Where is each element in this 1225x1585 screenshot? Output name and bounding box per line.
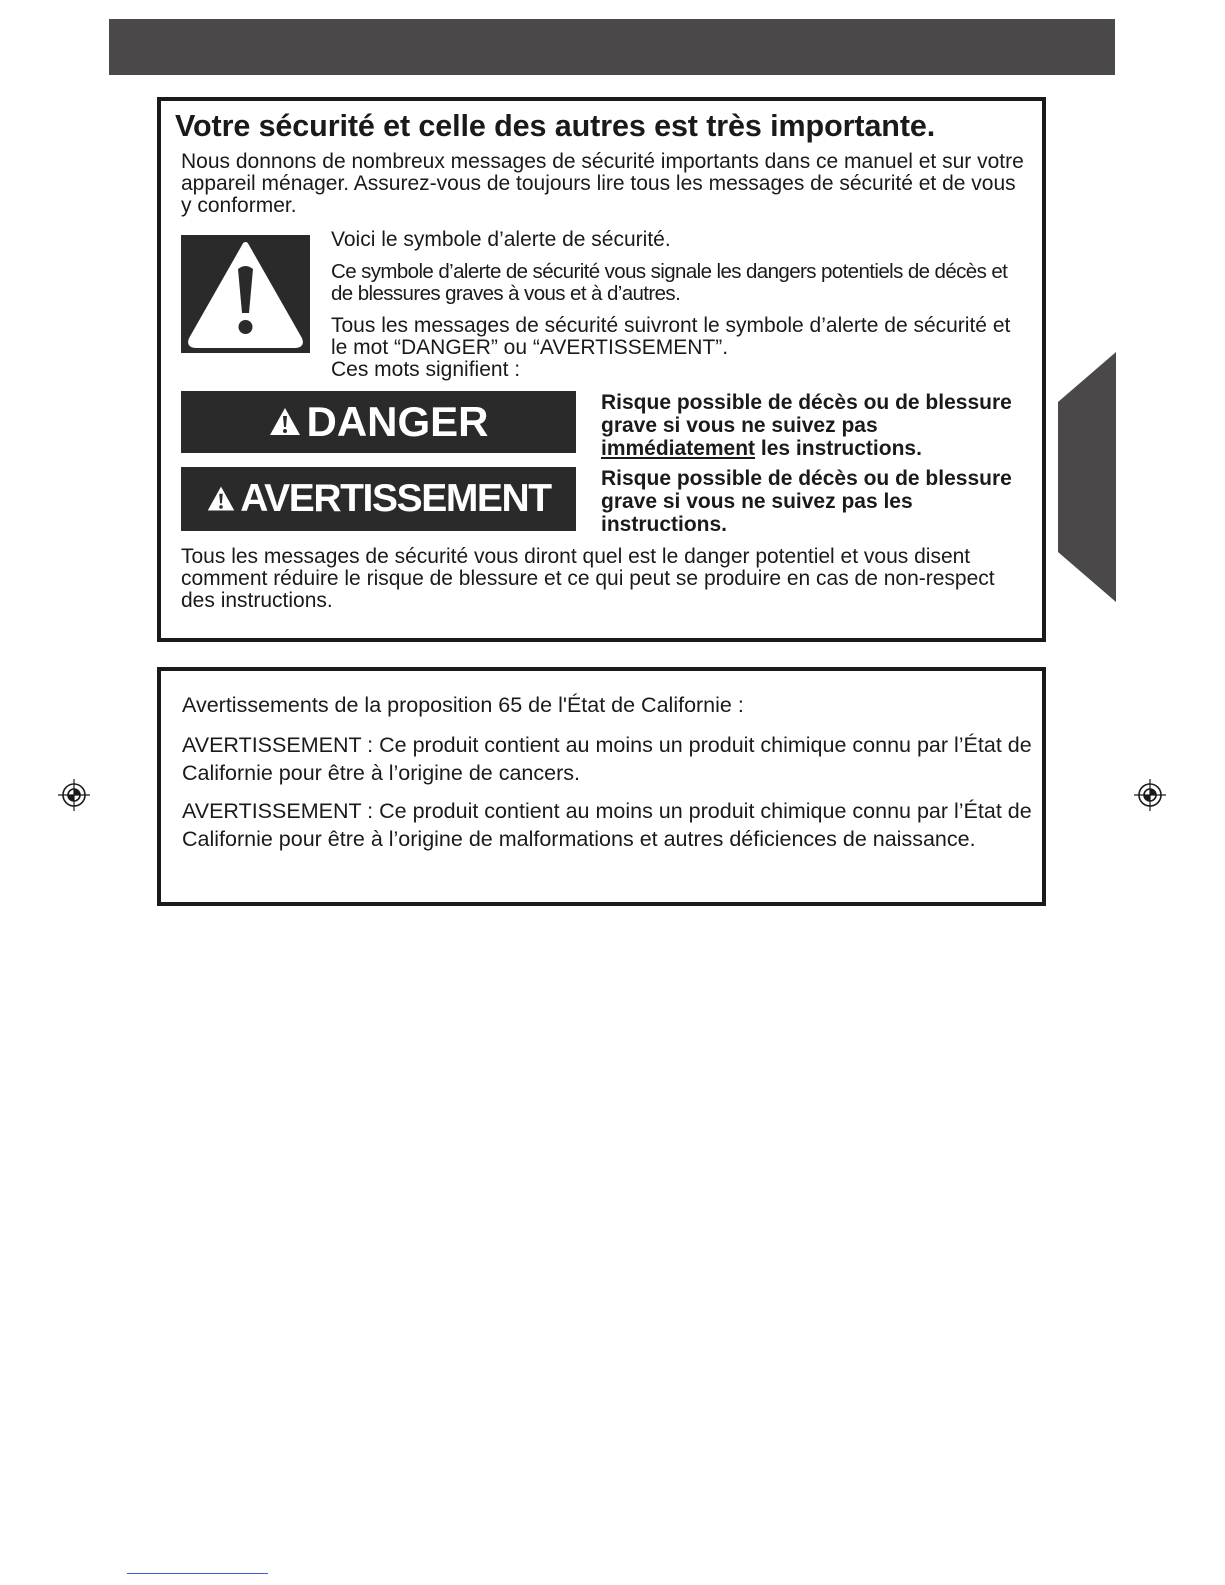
words-mean: Ces mots signifient : xyxy=(331,358,521,381)
registration-mark-icon xyxy=(57,778,91,812)
warning-label: AVERTISSEMENT xyxy=(240,477,551,520)
prop65-warning-2: AVERTISSEMENT : Ce produit contient au moins un produit chimique connu par l’État de Californie pour être à l’origine de malformations et autres déficiences de naissance. xyxy=(182,799,1032,851)
safety-intro: Nous donnons de nombreux messages de sécurité importants dans ce manuel et sur votre appareil ménager. Assurez-vous de toujours lire tous les messages de sécurité et de vous y conformer. xyxy=(181,150,1024,217)
symbol-explanation xyxy=(331,229,1031,391)
section-side-tab xyxy=(1058,352,1116,602)
danger-signal-word xyxy=(181,391,576,453)
safety-title: Votre sécurité et celle des autres est très importante. xyxy=(175,109,936,143)
prop65-box xyxy=(157,667,1046,906)
warning-description: Risque possible de décès ou de blessure grave si vous ne suivez pas les instructions. xyxy=(601,467,1012,536)
danger-label: DANGER xyxy=(306,398,489,445)
safety-outro: Tous les messages de sécurité vous diront quel est le danger potentiel et vous disent comment réduire le risque de blessure et ce qui peut se produire en cas de non-respect des instructions. xyxy=(181,545,995,612)
danger-description xyxy=(601,391,1031,460)
header-bar xyxy=(109,19,1115,75)
warning-signal-word xyxy=(181,467,576,531)
safety-alert-triangle-icon xyxy=(181,235,310,353)
safety-box xyxy=(157,97,1046,642)
danger-text-after: les instructions. xyxy=(755,437,922,460)
symbol-follow: Tous les messages de sécurité suivront le symbole d’alerte de sécurité et le mot “DANGER” ou “AVERTISSEMENT”. xyxy=(331,314,1011,359)
symbol-line: Voici le symbole d’alerte de sécurité. xyxy=(331,228,671,251)
prop65-heading: Avertissements de la proposition 65 de l'État de Californie : xyxy=(182,693,744,717)
safety-alert-triangle-icon xyxy=(268,406,302,438)
danger-text-underlined: immédiatement xyxy=(601,437,756,460)
symbol-description: Ce symbole d’alerte de sécurité vous signale les dangers potentiels de décès et de blessures graves à vous et à d’autres. xyxy=(331,260,1008,305)
safety-alert-triangle-icon xyxy=(206,484,236,514)
danger-text-before: Risque possible de décès ou de blessure grave si vous ne suivez pas xyxy=(601,391,1012,437)
safety-alert-symbol xyxy=(181,235,310,353)
registration-mark-icon xyxy=(1133,778,1167,812)
footer-rule xyxy=(127,1573,268,1574)
prop65-warning-1: AVERTISSEMENT : Ce produit contient au moins un produit chimique connu par l’État de Californie pour être à l’origine de cancers. xyxy=(182,733,1032,785)
